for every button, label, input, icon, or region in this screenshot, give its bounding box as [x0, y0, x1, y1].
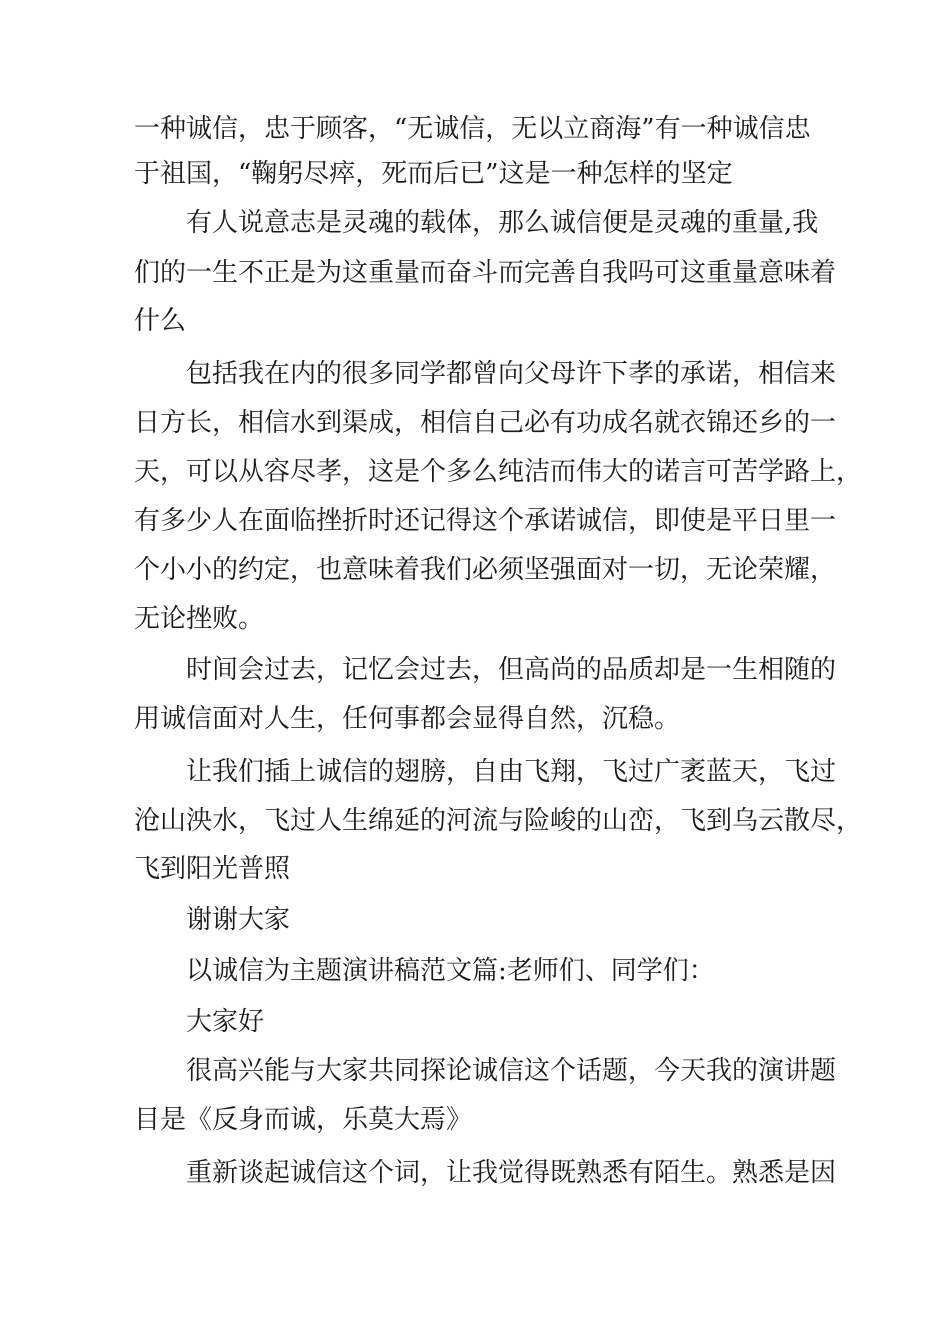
text-line: 谢谢大家	[186, 905, 291, 935]
text-line: 什么	[134, 306, 187, 336]
text-line: 目是《反身而诚，乐莫大焉》	[134, 1105, 473, 1135]
text-line: 让我们插上诚信的翅膀，自由飞翔，飞过广袤蓝天，飞过	[186, 757, 837, 787]
text-line: 们的一生不正是为这重量而奋斗而完善自我吗可这重量意味着	[134, 258, 837, 288]
text-line: 一种诚信，忠于顾客，“无诚信，无以立商海”有一种诚信忠	[134, 114, 811, 144]
text-line: 沧山泱水，飞过人生绵延的河流与险峻的山峦，飞到乌云散尽，	[134, 806, 863, 836]
text-line: 很高兴能与大家共同探论诚信这个话题，今天我的演讲题	[186, 1056, 837, 1086]
text-line: 时间会过去，记忆会过去，但高尚的品质却是一生相随的	[186, 655, 837, 685]
text-line: 无论挫败。	[134, 604, 265, 634]
text-line: 大家好	[186, 1007, 265, 1037]
text-line: 重新谈起诚信这个词，让我觉得既熟悉有陌生。熟悉是因	[186, 1158, 837, 1188]
text-line: 飞到阳光普照	[134, 854, 291, 884]
text-line: 天，可以从容尽孝，这是个多么纯洁而伟大的诺言可苦学路上，	[134, 457, 863, 487]
text-line: 用诚信面对人生，任何事都会显得自然，沉稳。	[134, 704, 681, 734]
text-line: 以诚信为主题演讲稿范文篇:老师们、同学们：	[186, 956, 715, 986]
text-line: 包括我在内的很多同学都曾向父母许下孝的承诺，相信来	[186, 359, 837, 389]
text-line: 日方长，相信水到渠成，相信自己必有功成名就衣锦还乡的一	[134, 408, 837, 438]
text-line: 个小小的约定，也意味着我们必须坚强面对一切，无论荣耀，	[134, 555, 837, 585]
text-line: 于祖国，“鞠躬尽瘁，死而后已”这是一种怎样的坚定	[134, 159, 733, 189]
text-line: 有多少人在面临挫折时还记得这个承诺诚信，即使是平日里一	[134, 506, 837, 536]
text-line: 有人说意志是灵魂的载体，那么诚信便是灵魂的重量,我	[186, 208, 819, 238]
